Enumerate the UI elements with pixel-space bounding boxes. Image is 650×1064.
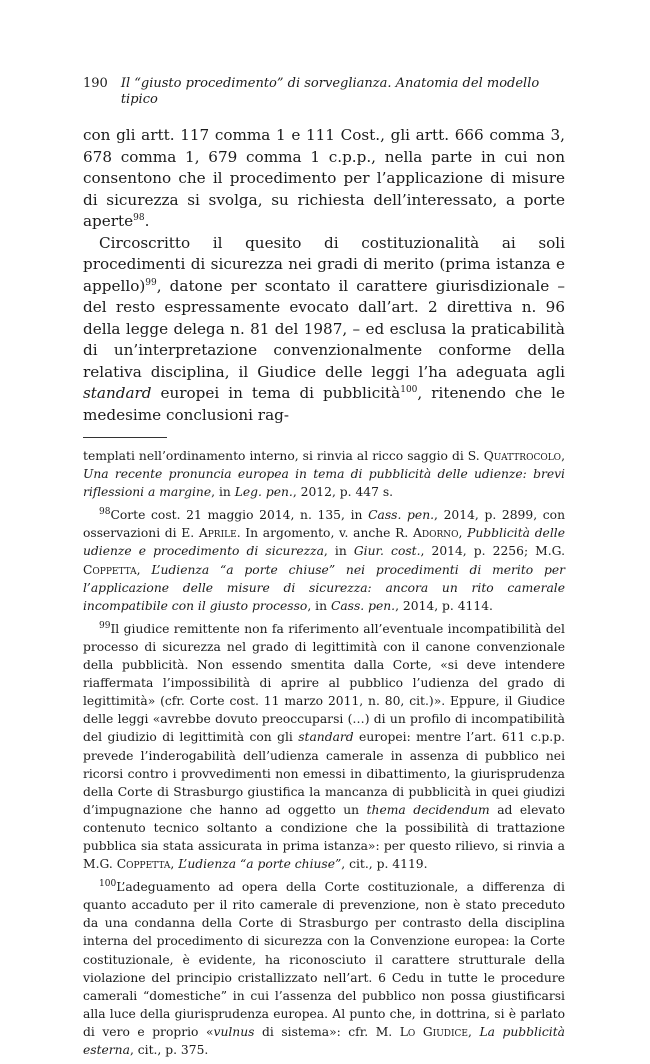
fn99-it2: thema decidendum — [366, 802, 490, 817]
fn98-h: , in — [307, 598, 331, 613]
fn100-it2: La pubblicità esterna — [83, 1024, 565, 1057]
footnote-continuation — [83, 447, 565, 501]
fn98-it3: Giur. cost. — [353, 544, 421, 559]
page-number: 190 — [83, 76, 108, 91]
fn98-sc1: Aprile — [198, 526, 237, 541]
fn99-a: Il giudice remittente non fa riferimento all’eventuale incompatibilità del processo di sicurezza nel grado di legittimità con il canone convenzionale della pubblicità. Non essendo smentita dalla Corte, «si deve intendere riaffermata l’impossibilità di aprire al pubblico l’udienza del grado di legittimità» (cfr. Corte cost. 11 marzo 2011, n. 80, cit.)». Eppure, il Giudice delle leggi «avrebbe dovuto preoccuparsi (…) di un profilo di incompatibilità del giudizio di legittimità con gli — [83, 621, 565, 745]
paragraph-1 — [83, 125, 565, 233]
footnote-divider — [83, 437, 167, 438]
fn98-sc3: Coppetta — [83, 562, 137, 577]
note-cont-journal: Leg. pen. — [234, 485, 293, 500]
fn100-sc: Lo Giudice — [399, 1024, 469, 1039]
paragraph-1-text: con gli artt. 117 comma 1 e 111 Cost., gli artt. 666 comma 3, 678 comma 1, 679 comma 1 c.p.p., nella parte in cui non consentono che il procedimento per l’applicazione di misure di sicurezza si svolga, su richiesta dell’interessato, a porte aperte — [83, 126, 565, 230]
paragraph-2-text-b: , datone per scontato il carattere giurisdizionale – del resto espressamente evocato dall’art. 2 direttiva n. 96 della legge delega n. 81 del 1987, – ed esclusa la praticabilità di un’interpretazione convenzionalmente conforme della relativa disciplina, il Giudice delle leggi l’ha adeguata agli — [83, 276, 565, 381]
footnote-ref-98: 98 — [133, 212, 145, 223]
footnote-99 — [83, 620, 565, 873]
paragraph-1-end: . — [144, 212, 150, 230]
main-text — [83, 125, 565, 426]
fn98-i: , 2014, p. 4114. — [395, 598, 493, 613]
fn98-f: , 2014, p. 2256; M.G. — [420, 544, 565, 559]
fn99-sc: Coppetta — [116, 857, 171, 872]
fn98-sc2: Adorno — [413, 526, 459, 541]
note-cont-text-a: templati nell’ordinamento interno, si rinvia al ricco saggio di S. — [83, 449, 484, 463]
note-cont-text-d: , 2012, p. 447 s. — [292, 485, 394, 500]
paragraph-2-italic: standard — [83, 384, 152, 402]
footnote-ref-100: 100 — [400, 384, 418, 395]
fn100-d: , cit., p. 375. — [129, 1043, 209, 1057]
fn98-it5: Cass. pen. — [330, 598, 396, 613]
footnote-ref-99: 99 — [145, 277, 157, 288]
footnote-98-number: 98 — [99, 507, 111, 518]
fn100-a: L’adeguamento ad opera della Corte costituzionale, a differenza di quanto accaduto per il rito camerale di prevenzione, non è stato preceduto da una condanna della Corte di Strasburgo per contrasto della disciplina interna del procedimento di sicurezza con la Convenzione europea: la Corte costituzionale, è evidente, ha riconosciuto il carattere strutturale della violazione del principio cristallizzato nell’art. 6 Cedu in tutte le procedure camerali “domestiche” in cui l’assenza del pubblico non possa giustificarsi alla luce della giurisprudenza europea. Al punto che, in dottrina, si è parlato di vero e proprio « — [83, 880, 565, 1039]
fn99-it1: standard — [298, 730, 354, 745]
fn99-e: , cit., p. 4119. — [341, 857, 428, 872]
paragraph-2 — [83, 233, 565, 427]
running-title: Il “giusto procedimento” di sorveglianza. Anatomia del modello tipico — [120, 76, 540, 107]
fn100-c: , — [468, 1024, 480, 1039]
note-cont-title: Una recente pronuncia europea in tema di pubblicità delle udienze: brevi riflessioni a margine — [83, 467, 565, 500]
paragraph-2-text-c: europei in tema di pubblicità — [151, 384, 401, 402]
fn100-b: di sistema»: cfr. M. — [254, 1024, 400, 1039]
fn99-c: ad elevato contenuto tecnico soltanto a condizione che la possibilità di trattazione pubblica sia stata assicurata in prima istanza»: per questo rilievo, si rinvia a M.G. — [83, 802, 565, 872]
footnote-100 — [83, 878, 565, 1059]
fn99-it3: L’udienza “a porte chiuse” — [178, 857, 342, 872]
paragraph-2-text-d: , ritenendo che le medesime conclusioni rag- — [83, 384, 565, 424]
running-header — [83, 76, 565, 108]
fn98-a: Corte cost. 21 maggio 2014, n. 135, in — [110, 508, 369, 523]
fn98-it4: L’udienza “a porte chiuse” nei procedimenti di merito per l’applicazione delle misure di sicurezza: ancora un rito camerale incompatibile con il giusto processo — [83, 562, 565, 613]
fn98-it1: Cass. pen. — [368, 508, 435, 523]
fn98-c: . In argomento, v. anche R. — [236, 526, 413, 541]
footnotes — [83, 447, 565, 1059]
paragraph-2-text-a: Circoscritto il quesito di costituzionalità ai soli procedimenti di sicurezza nei gradi di merito (prima istanza e appello) — [83, 233, 565, 295]
fn98-e: , in — [323, 544, 354, 559]
footnote-98 — [83, 506, 565, 615]
note-cont-text-b: , — [561, 449, 565, 463]
fn98-it2: Pubblicità delle udienze e procedimento di sicurezza — [83, 526, 565, 559]
note-cont-author: Quattrocolo — [483, 449, 562, 463]
fn99-b: europei: mentre l’art. 611 c.p.p. prevede l’inderogabilità dell’udienza camerale in assenza di pubblico nei ricorsi contro i provvedimenti non emessi in dibattimento, la giurisprudenza della Corte di Strasburgo giustifica la mancanza di pubblicità in quei giudizi d’impugnazione che hanno ad oggetto un — [83, 730, 565, 817]
fn98-d: , — [458, 526, 468, 541]
fn100-it1: vulnus — [213, 1024, 255, 1039]
fn99-d: , — [170, 857, 179, 872]
footnote-100-number: 100 — [99, 879, 117, 890]
footnote-99-number: 99 — [99, 620, 111, 631]
fn98-b: , 2014, p. 2899, con osservazioni di E. — [83, 508, 565, 541]
note-cont-text-c: , in — [211, 485, 235, 500]
book-page — [83, 76, 565, 1064]
fn98-g: , — [136, 562, 152, 577]
